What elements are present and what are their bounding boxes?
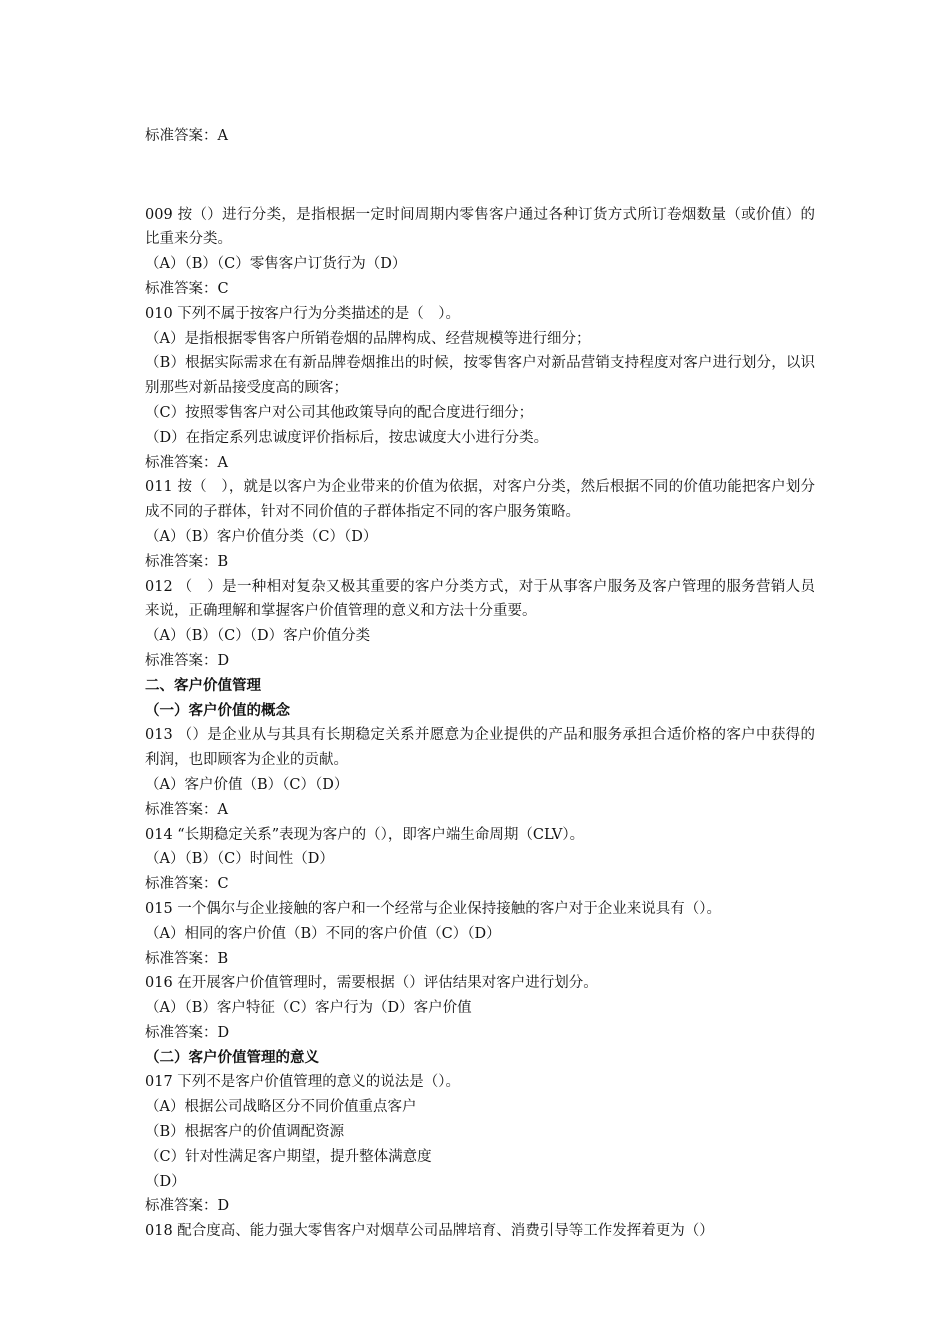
option-line: （A）是指根据零售客户所销卷烟的品牌构成、经营规模等进行细分； [145,330,591,347]
question-text: 011 按（ ），就是以客户为企业带来的价值为依据，对客户分类，然后根据不同的价值功能把客户划分成不同的子群体，针对不同价值的子群体指定不同的客户服务策略。 [145,479,815,521]
option-line: （A）客户价值（B）（C）（D） [145,776,349,793]
question-text: 016 在开展客户价值管理时，需要根据（）评估结果对客户进行划分。 [145,975,598,992]
option-line: （A）（B）（C）零售客户订货行为（D） [145,256,407,273]
answer-line: 标准答案：D [145,1198,230,1215]
answer-line: 标准答案：C [145,876,229,893]
answer-line: 标准答案：C [145,280,229,297]
blank-line [145,163,815,188]
answer-line: 标准答案：A [145,801,228,818]
option-line: （D）在指定系列忠诚度评价指标后，按忠诚度大小进行分类。 [145,429,549,446]
question-text: 015 一个偶尔与企业接触的客户和一个经常与企业保持接触的客户对于企业来说具有（）。 [145,900,722,917]
question-text: 010 下列不属于按客户行为分类描述的是（ ）。 [145,305,461,322]
section-heading: （一）客户价值的概念 [145,701,290,719]
option-line: （A）（B）（C）（D）客户价值分类 [145,628,371,645]
option-line: （B）根据实际需求在有新品牌卷烟推出的时候，按零售客户对新品营销支持程度对客户进行划分，以识别那些对新品接受度高的顾客； [145,355,815,397]
option-line: （C）按照零售客户对公司其他政策导向的配合度进行细分； [145,404,534,421]
option-line: （D） [145,1173,186,1190]
answer-line: 标准答案：D [145,1024,230,1041]
answer-line: 标准答案：B [145,553,229,570]
option-line: （C）针对性满足客户期望，提升整体满意度 [145,1148,432,1165]
option-line: （A）（B）客户价值分类（C）（D） [145,528,378,545]
answer-line: 标准答案：A [145,128,228,144]
question-text: 013 （）是企业从与其具有长期稳定关系并愿意为企业提供的产品和服务承担合适价格的客户中获得的利润，也即顾客为企业的贡献。 [145,727,815,769]
answer-line: 标准答案：D [145,652,230,669]
option-line: （B）根据客户的价值调配资源 [145,1124,345,1141]
option-line: （A）（B）客户特征（C）客户行为（D）客户价值 [145,1000,472,1017]
question-text: 009 按（）进行分类，是指根据一定时间周期内零售客户通过各种订货方式所订卷烟数量（或价值）的比重来分类。 [145,206,815,248]
document-page [145,124,815,1244]
option-line: （A）相同的客户价值（B）不同的客户价值（C）（D） [145,925,501,942]
question-text: 017 下列不是客户价值管理的意义的说法是（）。 [145,1074,461,1091]
question-text: 014 “长期稳定关系”表现为客户的（），即客户端生命周期（CLV）。 [145,826,585,843]
answer-line: 标准答案：A [145,454,228,471]
option-line: （A）根据公司战略区分不同价值重点客户 [145,1099,417,1116]
question-text: 018 配合度高、能力强大零售客户对烟草公司品牌培育、消费引导等工作发挥着更为（） [145,1223,714,1240]
answer-line: 标准答案：B [145,950,229,967]
question-text: 012 （ ）是一种相对复杂又极其重要的客户分类方式，对于从事客户服务及客户管理的服务营销人员来说，正确理解和掌握客户价值管理的意义和方法十分重要。 [145,578,815,620]
section-heading: （二）客户价值管理的意义 [145,1048,319,1066]
section-heading: 二、客户价值管理 [145,676,261,694]
option-line: （A）（B）（C）时间性（D） [145,851,334,868]
